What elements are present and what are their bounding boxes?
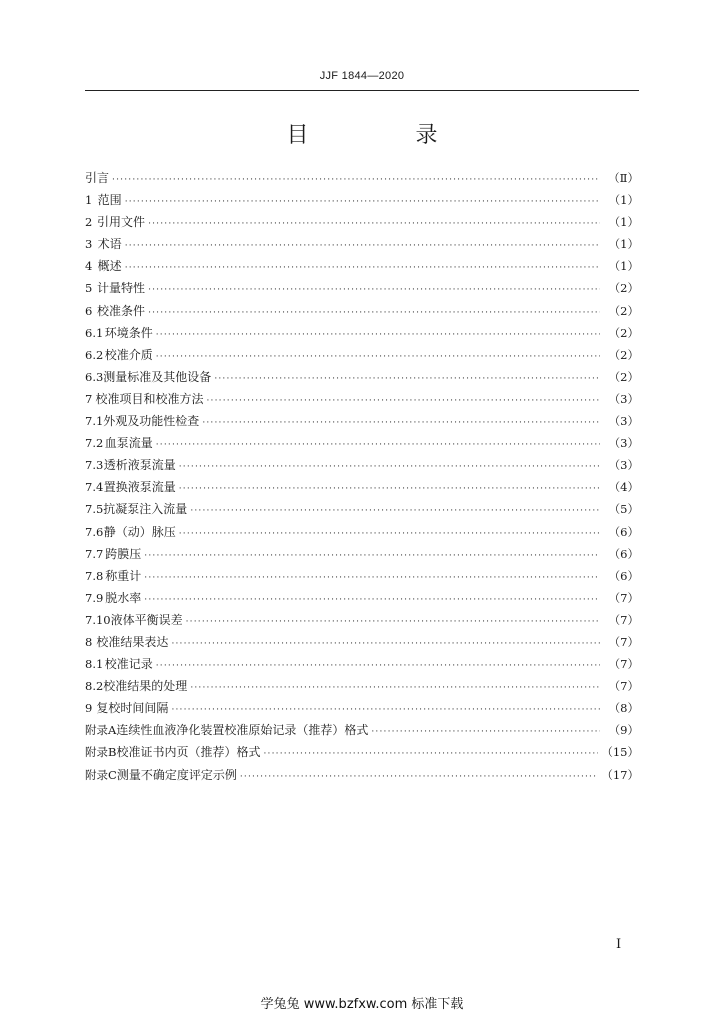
toc-entry-number: 7: [85, 391, 93, 406]
toc-entry-label: 复校时间间隔: [96, 701, 169, 716]
toc-entry-7-2[interactable]: [85, 434, 639, 456]
footer-watermark: 学兔兔 www.bzfxw.com 标准下载: [260, 997, 464, 1012]
toc-leader-dots: [171, 639, 600, 649]
toc-entry-number: 7.5: [85, 502, 104, 517]
toc-entry-label: 校准结果的处理: [103, 679, 188, 694]
toc-entry-7[interactable]: [85, 390, 639, 412]
toc-leader-dots: [179, 462, 600, 472]
toc-entry-page: （7）: [608, 634, 639, 649]
toc-entry-page: （7）: [608, 679, 639, 694]
toc-leader-dots: [144, 595, 600, 605]
toc-entry-6-2[interactable]: [85, 346, 639, 368]
toc-entry-7-1[interactable]: [85, 412, 639, 434]
toc-entry-8[interactable]: [85, 633, 639, 655]
toc-leader-dots: [214, 374, 600, 384]
toc-entry-5[interactable]: [85, 279, 639, 301]
toc-entry-page: （15）: [601, 745, 639, 760]
toc-entry-label: 术语: [97, 237, 122, 252]
toc-entry-number: 2: [85, 215, 93, 230]
toc-entry-page: （3）: [608, 458, 639, 473]
toc-entry-page: （Ⅱ）: [608, 171, 639, 185]
toc-leader-dots: [207, 396, 601, 406]
toc-leader-dots: [240, 772, 599, 782]
toc-entry-label: 校准记录: [104, 657, 153, 672]
toc-entry-number: 6: [85, 303, 93, 318]
toc-leader-dots: [125, 197, 600, 207]
toc-leader-dots: [190, 506, 600, 516]
toc-entry-page: （2）: [608, 347, 639, 362]
toc-entry-1[interactable]: [85, 191, 639, 213]
toc-entry-label: 称重计: [105, 568, 142, 583]
toc-entry-page: （1）: [608, 237, 639, 252]
toc-entry-number: 6.1: [85, 325, 104, 340]
toc-entry-label: 引言: [85, 171, 110, 185]
toc-leader-dots: [202, 418, 600, 428]
toc-entry-page: （17）: [601, 767, 639, 782]
toc-entry-number: 9: [85, 701, 93, 716]
toc-entry-number: 7.9: [85, 590, 104, 605]
toc-leader-dots: [125, 241, 600, 251]
toc-entry-number: 8.2: [85, 679, 104, 694]
toc-leader-dots: [148, 308, 600, 318]
toc-entry-label: 范围: [97, 193, 122, 208]
toc-entry-appendix-b[interactable]: [85, 743, 639, 765]
toc-entry-label: 跨膜压: [105, 546, 142, 561]
toc-entry-number: 6.2: [85, 347, 104, 362]
toc-entry-number: 附录C: [85, 767, 117, 782]
toc-entry-6[interactable]: [85, 302, 639, 324]
toc-entry-7-5[interactable]: [85, 500, 639, 522]
toc-entry-page: （2）: [608, 281, 639, 296]
toc-entry-page: （1）: [608, 193, 639, 208]
toc-entry-page: （2）: [608, 369, 639, 384]
toc-entry-label: 置换液泵流量: [103, 480, 176, 495]
toc-entry-label: 计量特性: [97, 281, 146, 296]
toc-entry-label: 概述: [97, 259, 122, 274]
toc-entry-number: 6.3: [85, 369, 104, 384]
toc-entry-label: 静（动）脉压: [103, 524, 176, 539]
toc-entry-page: （6）: [608, 524, 639, 539]
toc-leader-dots: [190, 683, 600, 693]
page-number: I: [616, 937, 622, 952]
toc-leader-dots: [144, 573, 600, 583]
toc-entry-page: （2）: [608, 303, 639, 318]
toc-entry-number: 附录A: [85, 723, 117, 738]
toc-entry-number: 3: [85, 237, 93, 252]
toc-entry-number: 7.2: [85, 436, 104, 451]
toc-entry-appendix-c[interactable]: [85, 766, 639, 788]
toc-entry-page: （3）: [608, 391, 639, 406]
toc-leader-dots: [171, 705, 600, 715]
toc-entry-label: 校准介质: [104, 347, 153, 362]
toc-entry-page: （1）: [608, 259, 639, 274]
toc-entry-7-3[interactable]: [85, 456, 639, 478]
toc-entry-7-9[interactable]: [85, 589, 639, 611]
toc-entry-introduction[interactable]: [85, 169, 639, 191]
toc-entry-page: （2）: [608, 325, 639, 340]
toc-entry-3[interactable]: [85, 235, 639, 257]
toc-entry-page: （3）: [608, 414, 639, 429]
toc-entry-number: 5: [85, 281, 93, 296]
toc-entry-page: （7）: [608, 612, 639, 627]
toc-entry-7-6[interactable]: [85, 523, 639, 545]
toc-entry-label: 校准证书内页（推荐）格式: [116, 745, 261, 760]
toc-leader-dots: [263, 749, 598, 759]
toc-entry-label: 连续性血液净化装置校准原始记录（推荐）格式: [116, 723, 369, 738]
toc-entry-page: （6）: [608, 546, 639, 561]
toc-leader-dots: [371, 727, 600, 737]
toc-entry-label: 校准条件: [97, 303, 146, 318]
header-divider: [85, 90, 639, 91]
toc-entry-number: 4: [85, 259, 93, 274]
toc-entry-page: （8）: [608, 701, 639, 716]
toc-leader-dots: [156, 330, 600, 340]
toc-entry-label: 校准项目和校准方法: [95, 391, 204, 406]
toc-entry-page: （5）: [608, 502, 639, 517]
standard-code-header: JJF 1844—2020: [319, 70, 405, 82]
toc-entry-page: （1）: [608, 215, 639, 230]
toc-leader-dots: [144, 551, 600, 561]
toc-leader-dots: [156, 661, 600, 671]
toc-leader-dots: [179, 529, 600, 539]
toc-entry-page: （7）: [608, 590, 639, 605]
toc-entry-number: 7.1: [85, 414, 104, 429]
toc-entry-6-1[interactable]: [85, 324, 639, 346]
toc-entry-6-3[interactable]: [85, 368, 639, 390]
toc-entry-number: 7.4: [85, 480, 104, 495]
toc-entry-number: 7.7: [85, 546, 104, 561]
toc-leader-dots: [186, 617, 600, 627]
toc-leader-dots: [156, 352, 600, 362]
toc-leader-dots: [125, 263, 600, 273]
toc-entry-label: 测量不确定度评定示例: [116, 767, 237, 782]
toc-leader-dots: [148, 219, 600, 229]
toc-entry-4[interactable]: [85, 257, 639, 279]
toc-entry-label: 液体平衡误差: [110, 612, 183, 627]
toc-entry-label: 外观及功能性检查: [103, 414, 200, 429]
page-title: 目 录: [286, 123, 488, 148]
toc-leader-dots: [179, 484, 600, 494]
toc-entry-label: 环境条件: [104, 325, 153, 340]
toc-entry-page: （6）: [608, 568, 639, 583]
toc-entry-2[interactable]: [85, 213, 639, 235]
toc-entry-7-7[interactable]: [85, 545, 639, 567]
table-of-contents: [85, 169, 639, 788]
toc-entry-page: （9）: [608, 723, 639, 738]
toc-entry-label: 测量标准及其他设备: [103, 369, 212, 384]
toc-entry-number: 1: [85, 193, 93, 208]
toc-entry-number: 7.3: [85, 458, 104, 473]
toc-leader-dots: [112, 175, 600, 185]
toc-entry-number: 7.8: [85, 568, 104, 583]
toc-entry-7-8[interactable]: [85, 567, 639, 589]
toc-entry-label: 脱水率: [105, 590, 142, 605]
toc-entry-number: 7.10: [85, 612, 111, 627]
toc-leader-dots: [148, 285, 600, 295]
toc-entry-number: 7.6: [85, 524, 104, 539]
toc-leader-dots: [156, 440, 600, 450]
toc-entry-8-2[interactable]: [85, 677, 639, 699]
toc-entry-number: 附录B: [85, 745, 117, 760]
toc-entry-label: 血泵流量: [104, 436, 153, 451]
toc-entry-page: （4）: [608, 480, 639, 495]
toc-entry-label: 引用文件: [97, 215, 146, 230]
toc-entry-appendix-a[interactable]: [85, 721, 639, 743]
toc-entry-number: 8: [85, 634, 93, 649]
toc-entry-number: 8.1: [85, 657, 104, 672]
toc-entry-page: （3）: [608, 436, 639, 451]
toc-entry-7-4[interactable]: [85, 478, 639, 500]
toc-entry-label: 抗凝泵注入流量: [103, 502, 188, 517]
toc-entry-page: （7）: [608, 657, 639, 672]
toc-entry-9[interactable]: [85, 699, 639, 721]
toc-entry-label: 校准结果表达: [96, 634, 169, 649]
toc-entry-7-10[interactable]: [85, 611, 639, 633]
toc-entry-8-1[interactable]: [85, 655, 639, 677]
toc-entry-label: 透析液泵流量: [103, 458, 176, 473]
